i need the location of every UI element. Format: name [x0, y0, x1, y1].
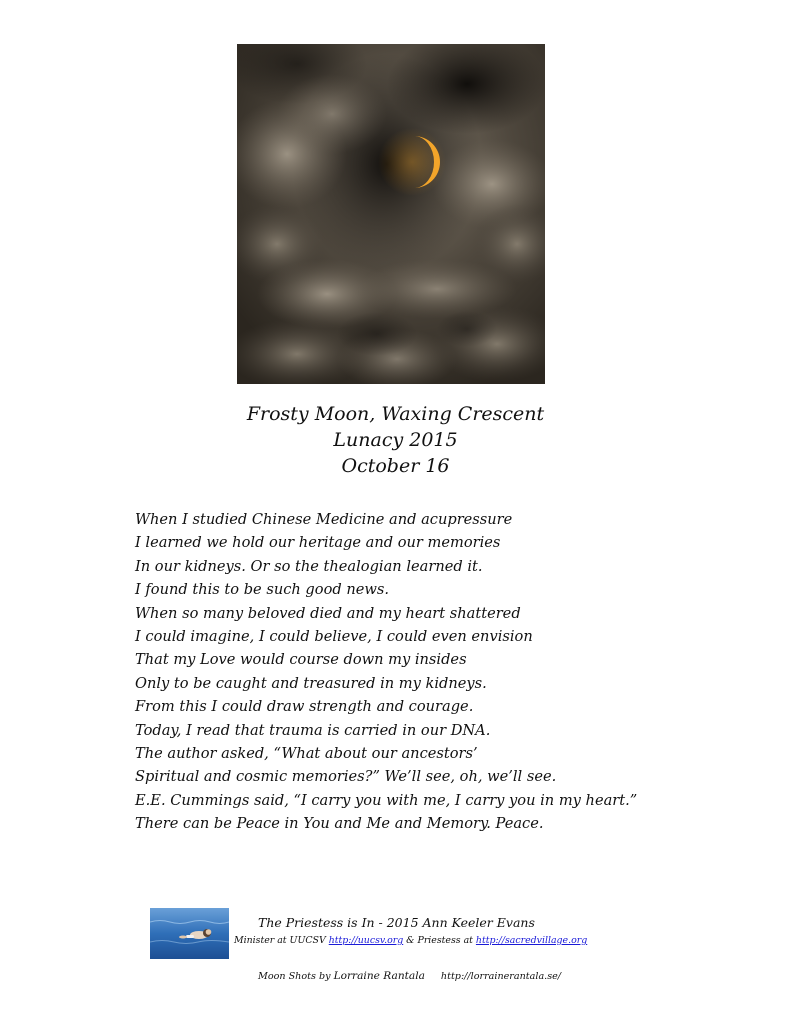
poem-line: Today, I read that trauma is carried in our DNA. [135, 721, 491, 739]
photographer-name: Lorraine Rantala [333, 970, 425, 982]
poem-line: Spiritual and cosmic memories?” We’ll see, oh, we’ll see. [135, 768, 557, 786]
poem-line: From this I could draw strength and courage. [135, 698, 474, 716]
poem-line: Only to be caught and treasured in my kidneys. [135, 674, 487, 692]
poem-line: I could imagine, I could believe, I could even envision [135, 628, 533, 646]
poem [135, 508, 695, 836]
poem-line: I learned we hold our heritage and our memories [135, 534, 501, 552]
poem-line: The author asked, “What about our ancestors’ [135, 745, 478, 763]
author-photo [150, 908, 229, 959]
poem-line: When so many beloved died and my heart shattered [135, 604, 521, 622]
poem-line: That my Love would course down my insides [135, 651, 467, 669]
heading [0, 401, 791, 479]
priestess-label: & Priestess at [403, 935, 476, 946]
moonshots-label: Moon Shots by [258, 971, 334, 982]
minister-label: Minister at UUCSV [234, 935, 329, 946]
footer-title: The Priestess is In - 2015 Ann Keeler Evans [258, 915, 535, 930]
heading-title: Frosty Moon, Waxing Crescent [246, 403, 545, 425]
footer-affiliations [234, 935, 587, 946]
poem-line: I found this to be such good news. [135, 581, 389, 599]
moon-photo [237, 44, 545, 384]
heading-date: October 16 [341, 455, 450, 477]
footer-moonshots [258, 970, 561, 982]
sacredvillage-link[interactable]: http://sacredvillage.org [475, 935, 588, 946]
poem-line: There can be Peace in You and Me and Memory. Peace. [135, 815, 544, 833]
poem-line: E.E. Cummings said, “I carry you with me, I carry you in my heart.” [135, 791, 638, 809]
poem-line: In our kidneys. Or so the thealogian learned it. [135, 557, 483, 575]
uucsv-link[interactable]: http://uucsv.org [328, 935, 404, 946]
heading-series: Lunacy 2015 [333, 429, 458, 451]
poem-line: When I studied Chinese Medicine and acupressure [135, 511, 513, 528]
photographer-url: http://lorrainerantala.se/ [440, 971, 562, 982]
